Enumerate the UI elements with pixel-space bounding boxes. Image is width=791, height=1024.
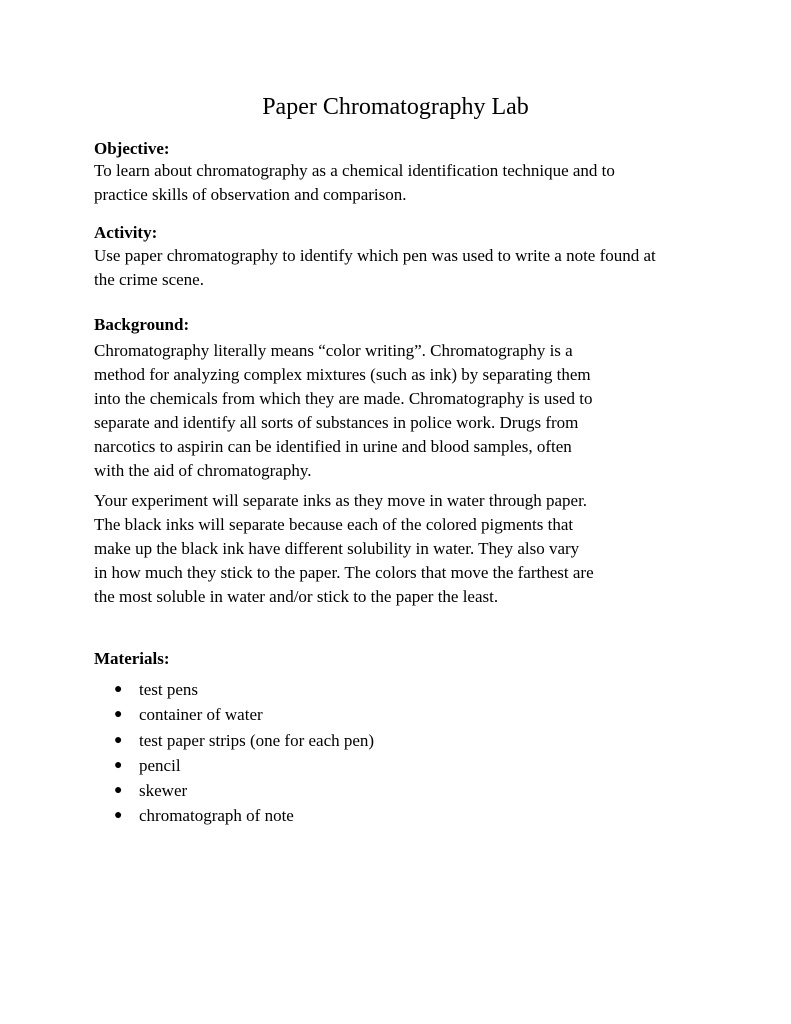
objective-line: To learn about chromatography as a chemical identification technique and to bbox=[94, 161, 615, 180]
material-item: container of water bbox=[139, 705, 263, 725]
background-paragraph-1 bbox=[94, 339, 593, 483]
activity-line: the crime scene. bbox=[94, 270, 204, 289]
background-line: in how much they stick to the paper. The colors that move the farthest are bbox=[94, 563, 594, 582]
bullet-icon: ● bbox=[114, 732, 123, 748]
objective-text bbox=[94, 159, 615, 207]
objective-line: practice skills of observation and comparison. bbox=[94, 185, 407, 204]
material-item: chromatograph of note bbox=[139, 806, 294, 826]
background-line: the most soluble in water and/or stick to the paper the least. bbox=[94, 587, 499, 606]
background-line: method for analyzing complex mixtures (such as ink) by separating them bbox=[94, 365, 591, 384]
bullet-icon: ● bbox=[114, 682, 123, 697]
bullet-icon: ● bbox=[114, 783, 123, 799]
background-line: into the chemicals from which they are made. Chromatography is used to bbox=[94, 389, 593, 408]
material-item: test pens bbox=[139, 680, 199, 699]
material-item: pencil bbox=[139, 755, 181, 775]
background-line: with the aid of chromatography. bbox=[94, 461, 312, 480]
activity-line: Use paper chromatography to identify which pen was used to write a note found at bbox=[94, 246, 656, 265]
bullet-icon: ● bbox=[114, 808, 123, 824]
background-line: Your experiment will separate inks as they move in water through paper. bbox=[94, 491, 588, 510]
activity-text bbox=[94, 244, 656, 292]
objective-heading: Objective: bbox=[94, 139, 170, 158]
material-item: test paper strips (one for each pen) bbox=[139, 730, 375, 750]
background-heading: Background: bbox=[94, 315, 190, 334]
background-line: make up the black ink have different solubility in water. They also vary bbox=[94, 539, 580, 558]
background-line: narcotics to aspirin can be identified in urine and blood samples, often bbox=[94, 437, 572, 456]
bullet-icon: ● bbox=[114, 757, 123, 773]
materials-heading: Materials: bbox=[94, 649, 170, 668]
background-paragraph-2 bbox=[94, 489, 594, 609]
background-line: separate and identify all sorts of substances in police work. Drugs from bbox=[94, 413, 579, 432]
activity-heading: Activity: bbox=[94, 223, 158, 242]
background-line: The black inks will separate because each of the colored pigments that bbox=[94, 515, 574, 534]
bullet-icon: ● bbox=[114, 707, 123, 723]
background-line: Chromatography literally means “color writing”. Chromatography is a bbox=[94, 341, 573, 360]
page-title: Paper Chromatography Lab bbox=[262, 94, 529, 120]
material-item: skewer bbox=[139, 781, 188, 801]
